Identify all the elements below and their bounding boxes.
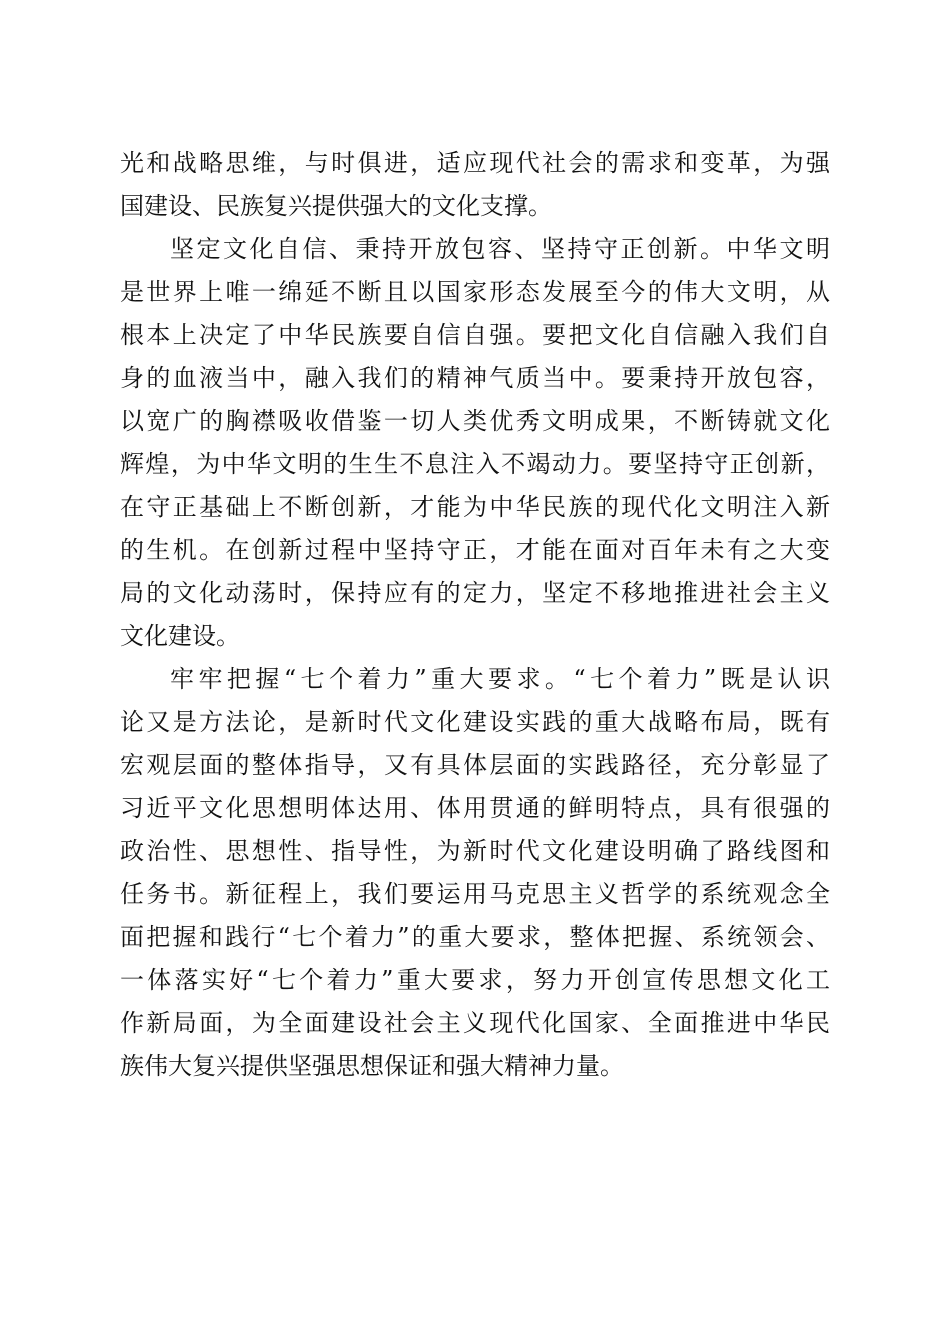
text-line: 根本上决定了中华民族要自信自强。要把文化自信融入我们自 [120,321,830,349]
text-line: 宏观层面的整体指导，又有具体层面的实践路径，充分彰显了 [120,751,830,779]
body-text [120,142,830,1088]
text-line: 以宽广的胸襟吸收借鉴一切人类优秀文明成果，不断铸就文化 [120,407,830,435]
text-line: 习近平文化思想明体达用、体用贯通的鲜明特点，具有很强的 [120,794,830,822]
text-line: 作新局面，为全面建设社会主义现代化国家、全面推进中华民 [120,1009,830,1037]
text-line: 政治性、思想性、指导性，为新时代文化建设明确了路线图和 [120,837,830,865]
text-line: 族伟大复兴提供坚强思想保证和强大精神力量。 [120,1052,624,1080]
text-line: 任务书。新征程上，我们要运用马克思主义哲学的系统观念全 [120,880,830,908]
text-line: 的生机。在创新过程中坚持守正，才能在面对百年未有之大变 [120,536,830,564]
paragraph-start-line: 坚定文化自信、秉持开放包容、坚持守正创新。中华文明 [170,235,830,263]
text-line: 辉煌，为中华文明的生生不息注入不竭动力。要坚持守正创新， [120,450,830,478]
text-line: 在守正基础上不断创新，才能为中华民族的现代化文明注入新 [120,493,830,521]
text-line: 国建设、民族复兴提供强大的文化支撑。 [120,192,552,220]
text-line: 局的文化动荡时，保持应有的定力，坚定不移地推进社会主义 [120,579,830,607]
text-line: 身的血液当中，融入我们的精神气质当中。要秉持开放包容， [120,364,830,392]
text-line: 光和战略思维，与时俱进，适应现代社会的需求和变革，为强 [120,149,830,177]
paragraph-start-line: 牢牢把握“七个着力”重大要求。“七个着力”既是认识 [170,665,830,693]
text-line: 是世界上唯一绵延不断且以国家形态发展至今的伟大文明，从 [120,278,830,306]
text-line: 一体落实好“七个着力”重大要求，努力开创宣传思想文化工 [120,966,830,994]
text-line: 面把握和践行“七个着力”的重大要求，整体把握、系统领会、 [120,923,830,951]
text-line: 文化建设。 [120,622,240,650]
text-line: 论又是方法论，是新时代文化建设实践的重大战略布局，既有 [120,708,830,736]
